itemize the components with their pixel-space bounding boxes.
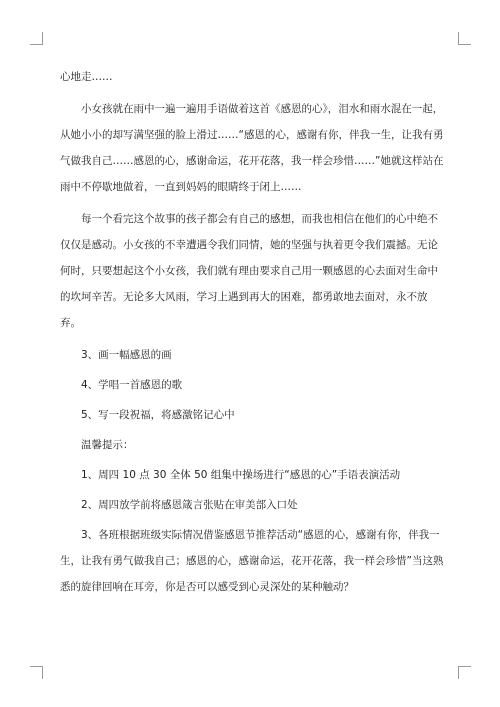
paragraph-reflection: 每一个看完这个故事的孩子都会有自己的感想，而我也相信在他们的心中绝不仅仅是感动。小女孩的不幸遭遇令我们同情，她的坚强与执着更令我们震撼。无论何时，只要想起这个小女孩，我们就有理由要求自己用一颗感恩的心去面对生命中的坎坷辛苦。无论多大风雨，学习上遇到再大的困难，都勇敢地去面对，永不放弃。: [60, 213, 438, 329]
crop-mark-top-right: [458, 32, 471, 45]
activity-item-4: 4、学唱一首感恩的歌: [81, 379, 183, 391]
crop-mark-bottom-right: [458, 666, 471, 679]
tip-item-2: 2、周四放学前将感恩箴言张贴在审美部入口处: [81, 499, 298, 511]
tips-heading: 温馨提示：: [81, 439, 134, 451]
paragraph-continuation: 心地走……: [60, 71, 113, 83]
paragraph-story: 小女孩就在雨中一遍一遍用手语做着这首《感恩的心》，泪水和雨水混在一起，从她小小的却写满坚强的脸上滑过……“感恩的心，感谢有你，伴我一生，让我有勇气做我自己……感恩的心，感谢命运，花开花落，我一样会珍惜……”她就这样站在雨中不停歇地做着，一直到妈妈的眼睛终于闭上……: [60, 103, 444, 193]
document-body: [60, 64, 444, 606]
activity-item-3: 3、画一幅感恩的画: [81, 349, 172, 361]
crop-mark-top-left: [30, 32, 43, 45]
tip-item-1: 1、周四 10 点 30 全体 50 组集中操场进行“感恩的心”手语表演活动: [81, 469, 401, 481]
crop-mark-bottom-left: [30, 666, 43, 679]
activity-item-5: 5、写一段祝福，将感激铭记心中: [81, 409, 235, 421]
tip-item-3: 3、各班根据班级实际情况借鉴感恩节推荐活动“感恩的心，感谢有你，伴我一生，让我有勇气做我自己；感恩的心，感谢命运，花开花落，我一样会珍惜”当这熟悉的旋律回响在耳旁，你是否可以感受到心灵深处的某种触动？: [60, 529, 444, 593]
